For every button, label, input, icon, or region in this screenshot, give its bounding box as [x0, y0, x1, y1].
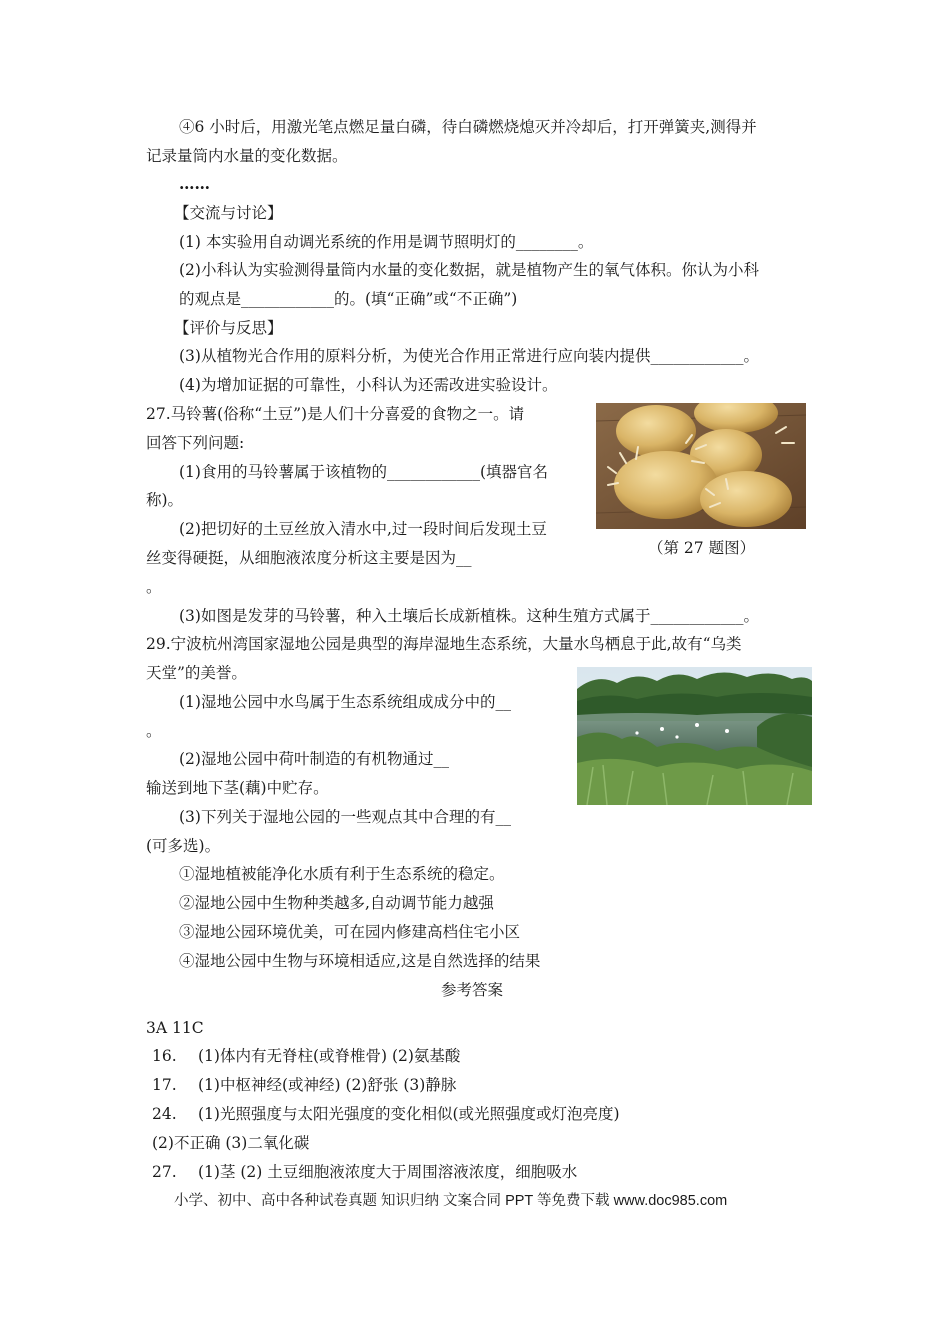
potato-photo [596, 403, 806, 529]
answer-17: (1)中枢神经(或神经) (2)舒张 (3)静脉 [198, 1076, 457, 1094]
question-2-line2: 的观点是____________的。(填“正确”或“不正确”) [179, 290, 518, 308]
q27-part2-line3: 。 [146, 578, 162, 596]
q29-part3-line2: (可多选)。 [146, 837, 221, 855]
answers-heading: 参考答案 [441, 981, 504, 999]
q29-option-1: ①湿地植被能净化水质有利于生态系统的稳定。 [179, 865, 505, 883]
q27-intro-line2: 回答下列问题: [146, 434, 245, 452]
answers-line1: 3A 11C [146, 1019, 204, 1037]
q29-part3-line1: (3)下列关于湿地公园的一些观点其中合理的有__ [179, 808, 511, 826]
answer-24-continued: (2)不正确 (3)二氧化碳 [152, 1134, 310, 1152]
step4-line1: ④6 小时后，用激光笔点燃足量白磷，待白磷燃烧熄灭并冷却后，打开弹簧夹,测得并 [179, 118, 757, 136]
question-2-line1: (2)小科认为实验测得量筒内水量的变化数据，就是植物产生的氧气体积。你认为小科 [179, 261, 759, 279]
q29-part2-line2: 输送到地下茎(藕)中贮存。 [146, 779, 329, 797]
question-1: (1) 本实验用自动调光系统的作用是调节照明灯的________。 [179, 233, 594, 251]
step4-line2: 记录量筒内水量的变化数据。 [146, 147, 348, 165]
q29-option-2: ②湿地公园中生物种类越多,自动调节能力越强 [179, 894, 494, 912]
q27-part1-line1: (1)食用的马铃薯属于该植物的____________(填器官名 [179, 463, 549, 481]
ellipsis: …… [179, 174, 210, 193]
q29-option-4: ④湿地公园中生物与环境相适应,这是自然选择的结果 [179, 952, 541, 970]
q27-part2-line1: (2)把切好的土豆丝放入清水中,过一段时间后发现土豆 [179, 520, 547, 538]
question-3: (3)从植物光合作用的原料分析，为使光合作用正常进行应向装内提供____________。 [179, 347, 759, 365]
q29-part1-line2: 。 [146, 722, 162, 740]
discussion-heading: 【交流与讨论】 [174, 204, 283, 222]
q29-option-3: ③湿地公园环境优美，可在园内修建高档住宅小区 [179, 923, 521, 941]
answer-24: (1)光照强度与太阳光强度的变化相似(或光照强度或灯泡亮度) [198, 1105, 620, 1123]
q27-part3: (3)如图是发芽的马铃薯，种入土壤后长成新植株。这种生殖方式属于____________。 [179, 607, 759, 625]
wetland-photo [577, 667, 812, 805]
q29-part1-line1: (1)湿地公园中水鸟属于生态系统组成成分中的__ [179, 693, 511, 711]
answer-17-number: 17. [152, 1076, 177, 1094]
q27-intro-line1: 27.马铃薯(俗称“土豆”)是人们十分喜爱的食物之一。请 [146, 405, 525, 423]
answer-27: (1)茎 (2) 土豆细胞液浓度大于周围溶液浓度，细胞吸水 [198, 1163, 578, 1181]
question-4: (4)为增加证据的可靠性，小科认为还需改进实验设计。 [179, 376, 558, 394]
q29-intro-line1: 29.宁波杭州湾国家湿地公园是典型的海岸湿地生态系统，大量水鸟栖息于此,故有“乌类 [146, 635, 742, 653]
q27-figure-caption: （第 27 题图） [648, 539, 756, 557]
q29-part2-line1: (2)湿地公园中荷叶制造的有机物通过__ [179, 750, 449, 768]
answer-16: (1)体内有无脊柱(或脊椎骨) (2)氨基酸 [198, 1047, 461, 1065]
answer-16-number: 16. [152, 1047, 177, 1065]
reflection-heading: 【评价与反思】 [174, 319, 283, 337]
q27-part2-line2: 丝变得硬挺，从细胞液浓度分析这主要是因为__ [146, 549, 472, 567]
answer-24-number: 24. [152, 1105, 177, 1123]
q27-part1-line2: 称)。 [146, 491, 184, 509]
answer-27-number: 27. [152, 1163, 177, 1181]
q29-intro-line2: 天堂”的美誉。 [146, 664, 247, 682]
footer-text: 小学、初中、高中各种试卷真题 知识归纳 文案合同 PPT 等免费下载 www.doc985.com [174, 1193, 728, 1209]
